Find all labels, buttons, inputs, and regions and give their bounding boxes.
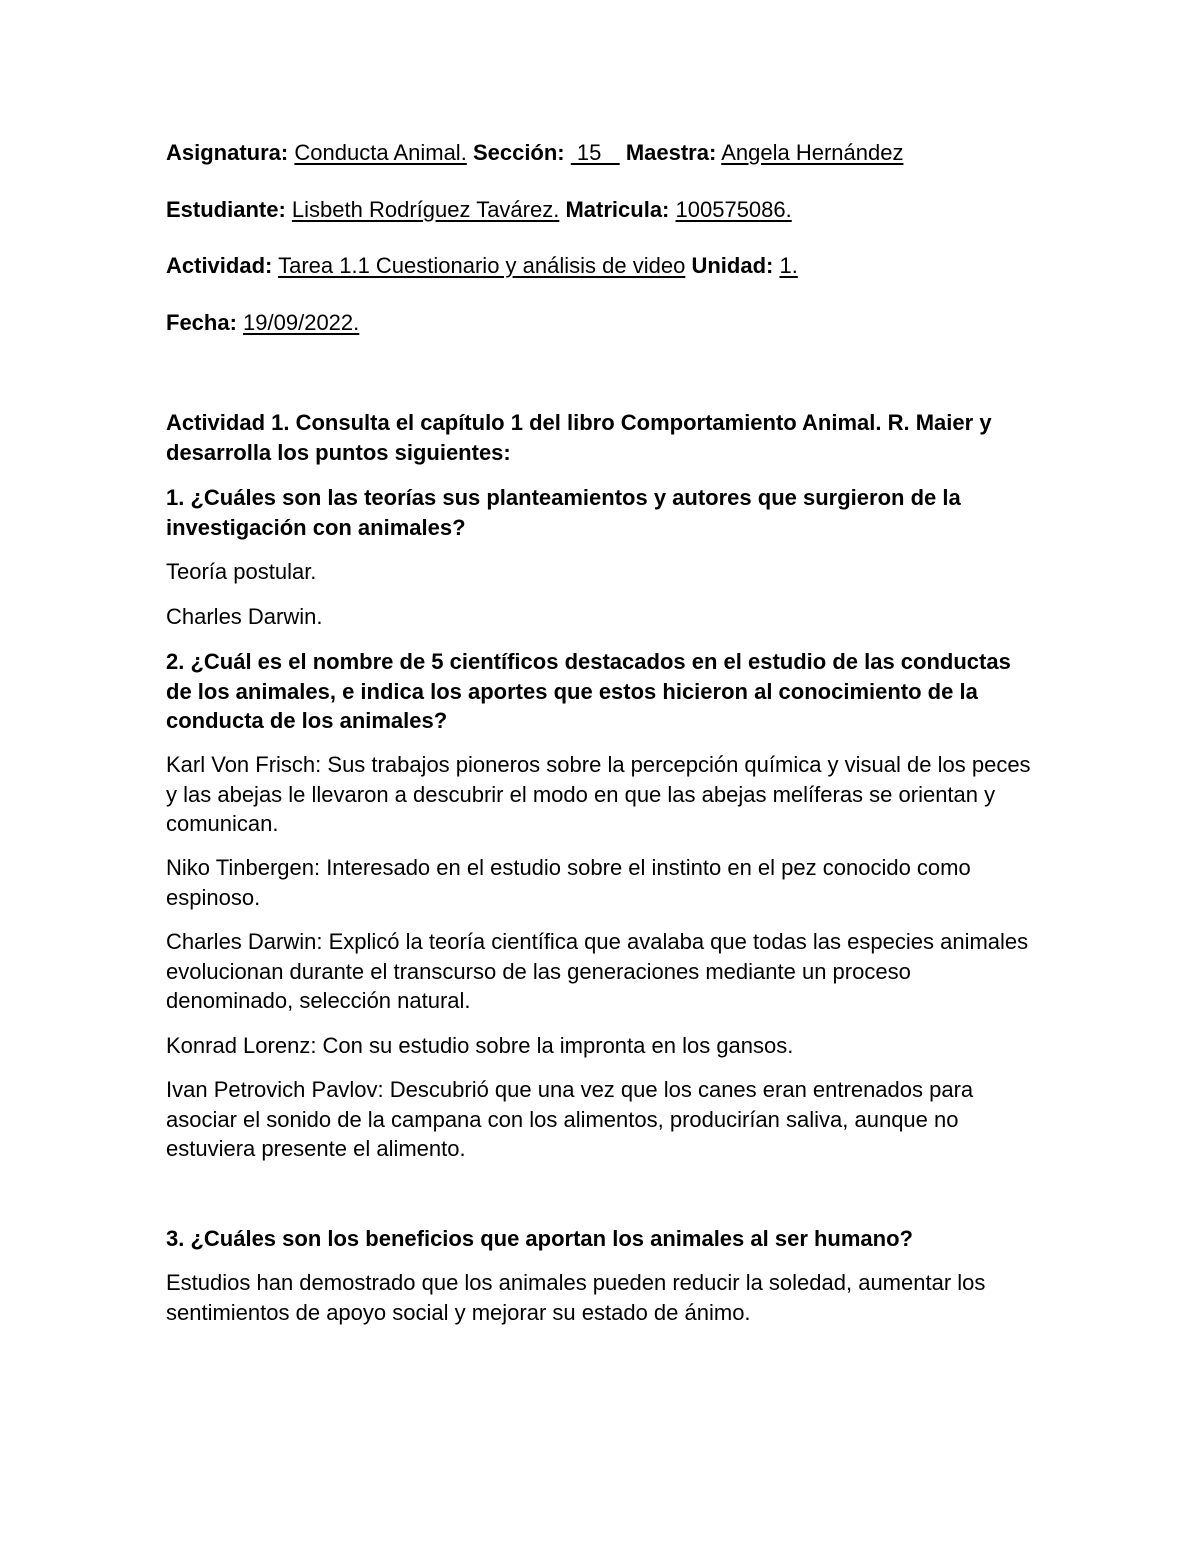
actividad-label: Actividad:: [166, 253, 273, 278]
asignatura-value: Conducta Animal.: [294, 140, 467, 165]
seccion-label: Sección:: [472, 140, 565, 165]
activity-intro: Actividad 1. Consulta el capítulo 1 del libro Comportamiento Animal. R. Maier y desarrolla los puntos siguientes:: [166, 410, 992, 465]
answer-1-1: Teoría postular.: [166, 559, 317, 584]
estudiante-value: Lisbeth Rodríguez Tavárez.: [291, 197, 560, 222]
unidad-label: Unidad:: [691, 253, 774, 278]
answer-2-2: Niko Tinbergen: Interesado en el estudio sobre el instinto en el pez conocido como espinoso.: [166, 855, 971, 910]
question-2: 2. ¿Cuál es el nombre de 5 científicos destacados en el estudio de las conductas de los animales, e indica los aportes que estos hicieron al conocimiento de la conducta de los animales?: [166, 649, 1011, 733]
maestra-label: Maestra:: [625, 140, 717, 165]
matricula-value: 100575086.: [675, 197, 792, 222]
asignatura-label: Asignatura:: [166, 140, 289, 165]
matricula-label: Matricula:: [565, 197, 670, 222]
estudiante-label: Estudiante:: [166, 197, 286, 222]
header-line-student: [166, 197, 792, 223]
fecha-value: 19/09/2022.: [243, 310, 360, 335]
answer-3-1: Estudios han demostrado que los animales pueden reducir la soledad, aumentar los sentimientos de apoyo social y mejorar su estado de ánimo.: [166, 1270, 986, 1325]
question-1: 1. ¿Cuáles son las teorías sus planteamientos y autores que surgieron de la investigación con animales?: [166, 485, 961, 540]
answer-2-5: Ivan Petrovich Pavlov: Descubrió que una vez que los canes eran entrenados para asociar el sonido de la campana con los alimentos, producirían saliva, aunque no estuviera presente el alimento.: [166, 1077, 974, 1161]
seccion-value: 15: [570, 140, 620, 165]
header-line-activity: [166, 253, 798, 279]
header-line-subject: [166, 140, 903, 166]
answer-2-4: Konrad Lorenz: Con su estudio sobre la impronta en los gansos.: [166, 1033, 794, 1058]
fecha-label: Fecha:: [166, 310, 237, 335]
header-line-date: [166, 310, 359, 336]
answer-2-1: Karl Von Frisch: Sus trabajos pioneros sobre la percepción química y visual de los peces y las abejas le llevaron a descubrir el modo en que las abejas melíferas se orientan y comunican.: [166, 752, 1031, 836]
maestra-value: Angela Hernández: [721, 140, 904, 165]
answer-1-2: Charles Darwin.: [166, 604, 323, 629]
question-3: 3. ¿Cuáles son los beneficios que aportan los animales al ser humano?: [166, 1226, 913, 1251]
actividad-value: Tarea 1.1 Cuestionario y análisis de video: [278, 253, 686, 278]
answer-2-3: Charles Darwin: Explicó la teoría científica que avalaba que todas las especies animales evolucionan durante el transcurso de las generaciones mediante un proceso denominado, selección natural.: [166, 929, 1029, 1013]
unidad-value: 1.: [779, 253, 798, 278]
